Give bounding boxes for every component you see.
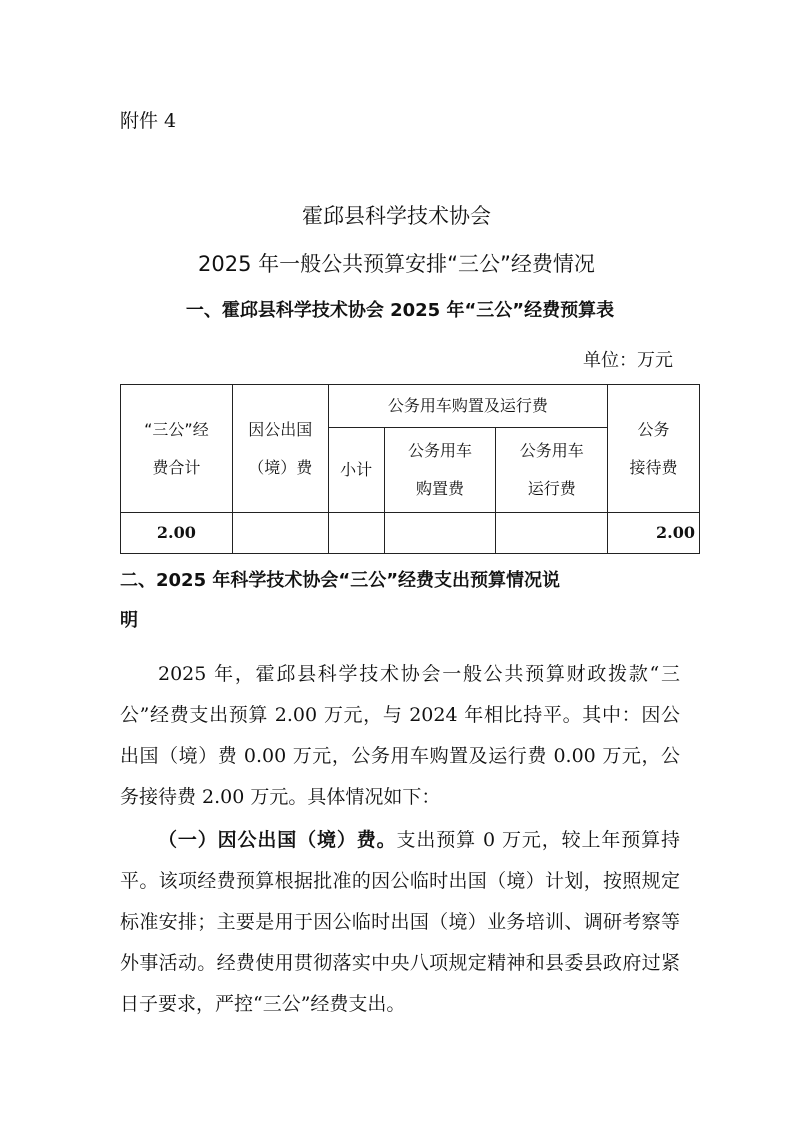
section1-heading: 一、霍邱县科学技术协会 2025 年“三公”经费预算表 (185, 300, 615, 321)
cell-total: 2.00 (121, 513, 233, 554)
header-reception-line2: 接待费 (629, 457, 678, 477)
unit-label: 单位：万元 (583, 350, 673, 371)
header-reception (608, 385, 700, 513)
document-subtitle: 2025 年一般公共预算安排“三公”经费情况 (198, 252, 595, 276)
header-reception-line1: 公务 (637, 419, 670, 439)
header-total (121, 385, 233, 513)
header-total-line2: 费合计 (152, 457, 201, 477)
attachment-label: 附件 4 (120, 110, 177, 132)
header-abroad (232, 385, 328, 513)
header-operation-line2: 运行费 (527, 479, 576, 498)
header-abroad-line2: （境）费 (248, 457, 313, 477)
cell-subtotal (328, 513, 384, 554)
document-title: 霍邱县科学技术协会 (302, 204, 491, 228)
header-total-line1: “三公”经 (144, 419, 209, 439)
header-purchase-line2: 购置费 (415, 479, 464, 498)
section2-heading-cont: 明 (120, 610, 138, 631)
header-vehicle-operation (496, 428, 608, 513)
budget-table (120, 384, 700, 554)
header-vehicle-purchase (384, 428, 496, 513)
header-operation-line1: 公务用车 (519, 441, 584, 460)
table-row (121, 513, 700, 554)
header-purchase-line1: 公务用车 (407, 441, 472, 460)
cell-purchase (384, 513, 496, 554)
header-subtotal: 小计 (328, 428, 384, 513)
header-abroad-line1: 因公出国 (248, 419, 313, 439)
cell-reception: 2.00 (608, 513, 700, 554)
paragraph-abroad-lead: （一）因公出国（境）费。 (158, 829, 397, 851)
section2-heading: 二、2025 年科学技术协会“三公”经费支出预算情况说 (120, 570, 561, 591)
header-vehicle-group: 公务用车购置及运行费 (328, 385, 607, 428)
cell-abroad (232, 513, 328, 554)
cell-operation (496, 513, 608, 554)
paragraph-abroad (120, 820, 680, 1025)
paragraph-overview: 2025 年，霍邱县科学技术协会一般公共预算财政拨款“三公”经费支出预算 2.00 万元，与 2024 年相比持平。其中：因公出国（境）费 0.00 万元，公务用车购置及运行费 0.00 万元，公务接待费 2.00 万元。具体情况如下： (120, 663, 680, 808)
paragraph-abroad-body: 支出预算 0 万元，较上年预算持平。该项经费预算根据批准的因公临时出国（境）计划，按照规定标准安排；主要是用于因公临时出国（境）业务培训、调研考察等外事活动。经费使用贯彻落实中央八项规定精神和县委县政府过紧日子要求，严控“三公”经费支出。 (120, 829, 680, 1015)
